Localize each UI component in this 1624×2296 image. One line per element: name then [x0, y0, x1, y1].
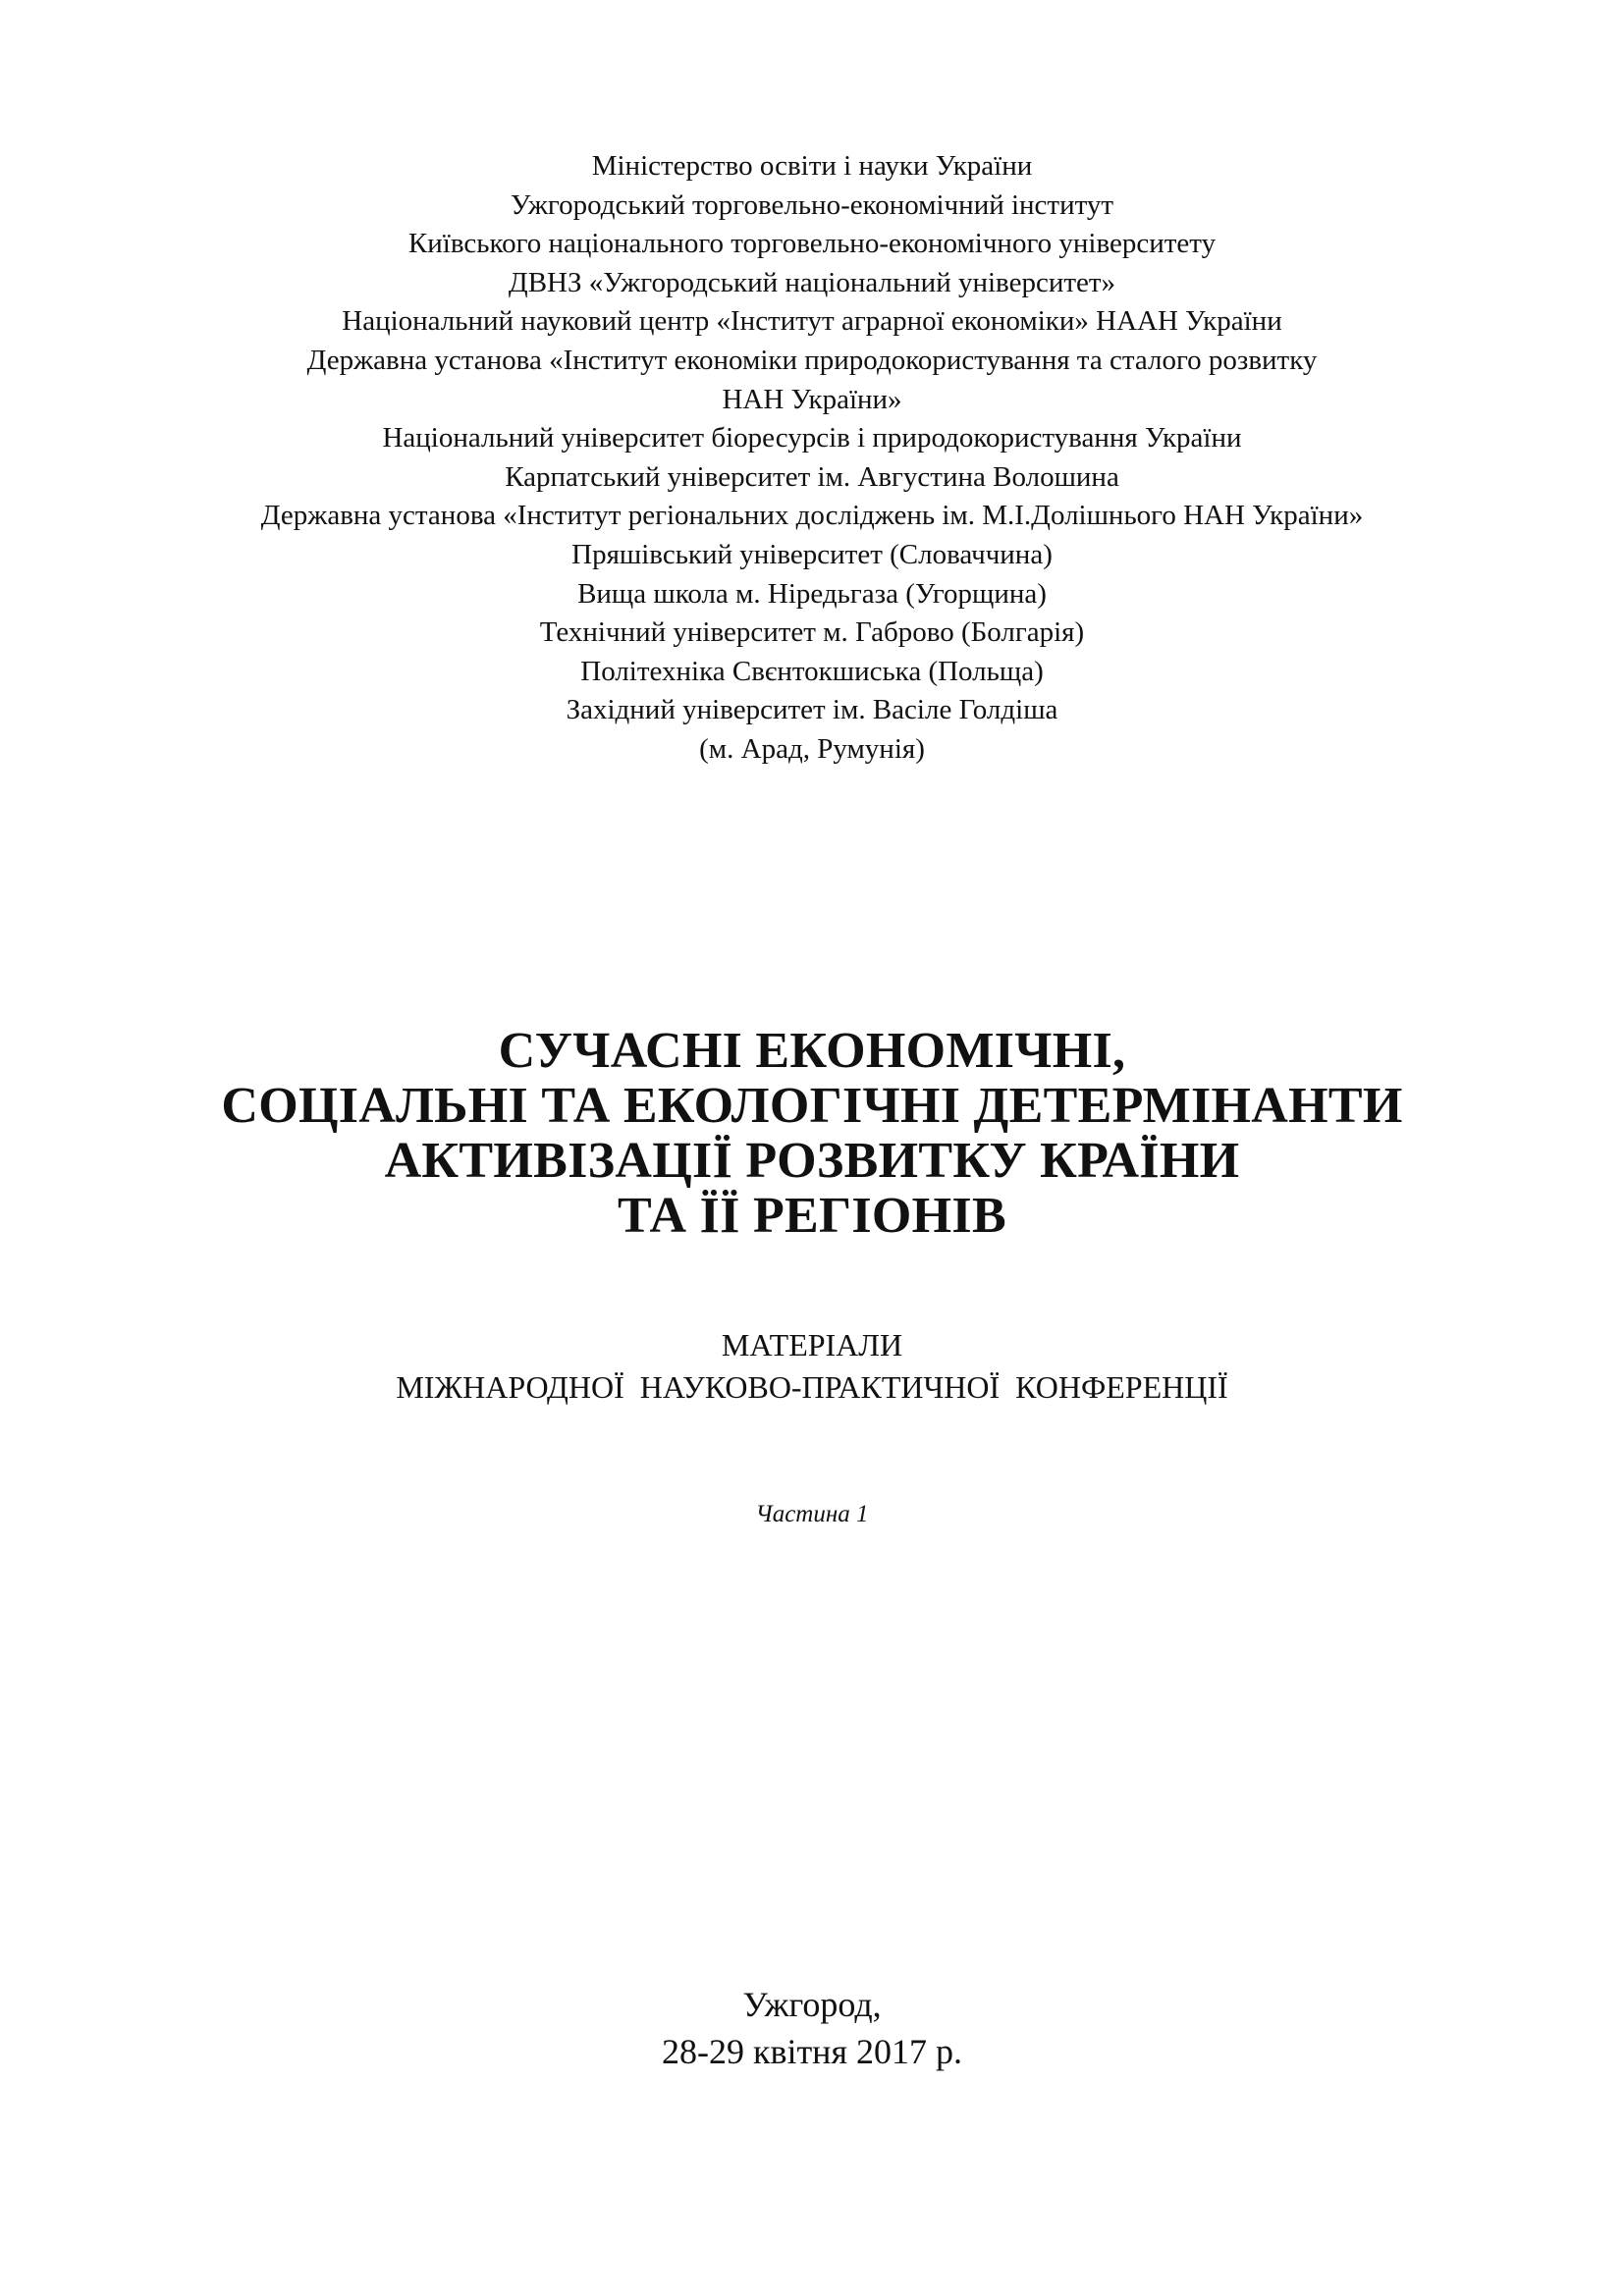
organization-line: Національний університет біоресурсів і природокористування України — [382, 422, 1242, 454]
organization-line: Ужгородський торговельно-економічний інститут — [510, 188, 1114, 221]
organization-line: Вища школа м. Ніредьгаза (Угорщина) — [577, 577, 1047, 610]
imprint-date: 28-29 квітня 2017 р. — [661, 2032, 963, 2071]
organization-line: Політехніка Свєнтокшиська (Польща) — [580, 655, 1044, 687]
organization-line: ДВНЗ «Ужгородський національний університет» — [508, 266, 1116, 298]
organization-line: НАН України» — [722, 383, 902, 415]
organization-line: Державна установа «Інститут економіки природокористування та сталого розвитку — [306, 344, 1318, 376]
title-line: СОЦІАЛЬНІ ТА ЕКОЛОГІЧНІ ДЕТЕРМІНАНТИ — [221, 1078, 1403, 1134]
document-subtitle — [118, 1324, 1506, 1409]
organization-line: Західний університет ім. Васіле Голдіша — [566, 694, 1058, 726]
title-line: ТА ЇЇ РЕГІОНІВ — [618, 1188, 1006, 1244]
organizations-block — [118, 147, 1506, 770]
organization-line: Державна установа «Інститут регіональних досліджень ім. М.І.Долішнього НАН України» — [260, 500, 1364, 532]
title-line: СУЧАСНІ ЕКОНОМІЧНІ, — [498, 1023, 1126, 1079]
organization-line: Національний науковий центр «Інститут аграрної економіки» НААН України — [342, 305, 1282, 338]
organization-line: (м. Арад, Румунія) — [699, 732, 925, 765]
organization-line: Карпатський університет ім. Августина Волошина — [505, 460, 1119, 493]
organization-line: Технічний університет м. Габрово (Болгарія) — [539, 616, 1085, 649]
title-line: АКТИВІЗАЦІЇ РОЗВИТКУ КРАЇНИ — [384, 1133, 1240, 1189]
document-title — [118, 1024, 1506, 1244]
subtitle-line: МАТЕРІАЛИ — [721, 1327, 903, 1362]
imprint-city: Ужгород, — [742, 1985, 882, 2024]
imprint-block — [118, 1981, 1506, 2075]
part-label: Частина 1 — [755, 1501, 869, 1527]
organization-line: Міністерство освіти і науки України — [591, 150, 1033, 182]
organization-line: Київського національного торговельно-економічного університету — [407, 228, 1217, 260]
organization-line: Пряшівський університет (Словаччина) — [571, 538, 1053, 570]
subtitle-line: МІЖНАРОДНОЇ НАУКОВО-ПРАКТИЧНОЇ КОНФЕРЕНЦІЇ — [396, 1369, 1228, 1405]
